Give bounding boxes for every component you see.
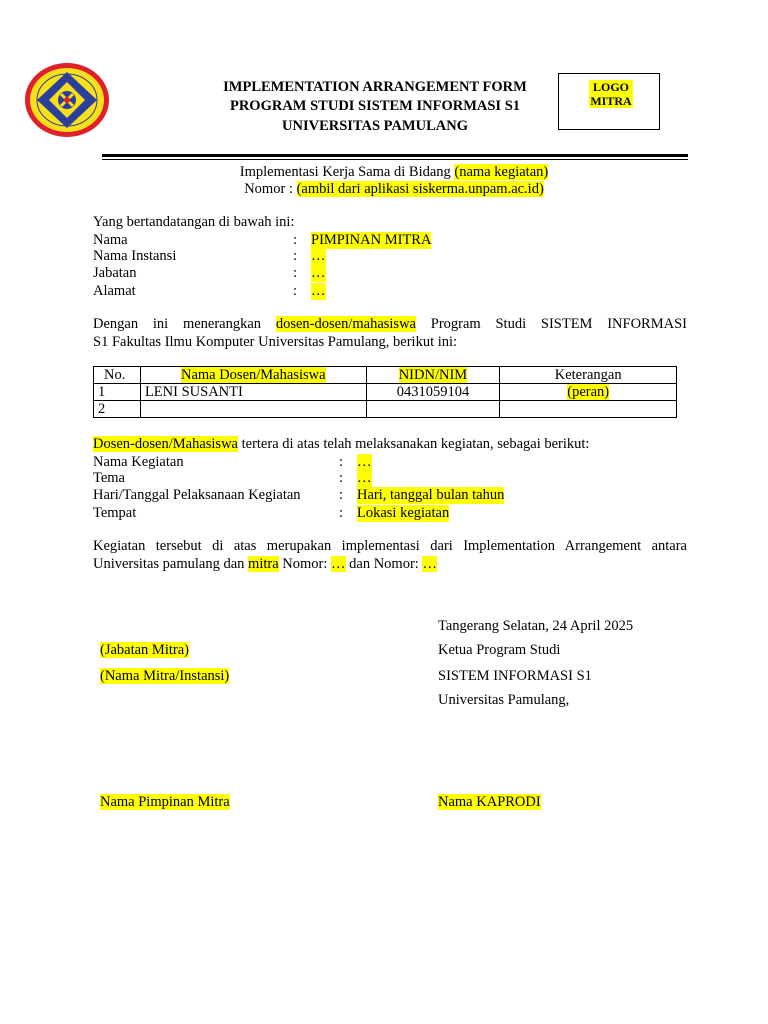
left-signatory-org: (Nama Mitra/Instansi) xyxy=(100,668,230,684)
closing-paragraph: Kegiatan tersebut di atas merupakan implementasi dari Implementation Arrangement antara Universitas pamulang dan mitra Nomor: … dan Nomor: … xyxy=(93,538,687,572)
activity-row: Tempat : Lokasi kegiatan xyxy=(93,505,450,521)
statement-paragraph: Dengan ini menerangkan dosen-dosen/mahasiswa Program Studi SISTEM INFORMASI S1 Fakultas Ilmu Komputer Universitas Pamulang, berikut ini: xyxy=(93,316,687,350)
right-signatory-prodi: SISTEM INFORMASI S1 xyxy=(438,668,592,684)
right-signatory-univ: Universitas Pamulang, xyxy=(438,692,570,708)
subtitle-bidang: Implementasi Kerja Sama di Bidang (nama kegiatan) xyxy=(239,164,549,180)
table-row: 2 xyxy=(94,401,677,418)
table-header-row: No. Nama Dosen/Mahasiswa NIDN/NIM Keterangan xyxy=(94,367,677,384)
header-rule-thick xyxy=(102,154,688,157)
university-title: UNIVERSITAS PAMULANG xyxy=(282,118,468,134)
header-rule-thin xyxy=(102,159,688,160)
program-title: PROGRAM STUDI SISTEM INFORMASI S1 xyxy=(229,98,521,114)
logo-mitra-box xyxy=(558,73,660,130)
logo-mitra-label-1: LOGO xyxy=(589,80,633,94)
university-logo xyxy=(24,62,110,138)
right-signatory-name: Nama KAPRODI xyxy=(438,794,541,810)
left-signatory-title: (Jabatan Mitra) xyxy=(100,642,189,658)
activity-row: Nama Kegiatan : … xyxy=(93,454,372,470)
signatory-row: Nama : PIMPINAN MITRA xyxy=(93,232,432,248)
signatory-row: Jabatan : … xyxy=(93,265,326,281)
right-signatory-title: Ketua Program Studi xyxy=(438,642,561,658)
logo-mitra-label-2: MITRA xyxy=(590,94,632,108)
bidang-placeholder: (nama kegiatan) xyxy=(454,164,549,180)
left-signatory-name: Nama Pimpinan Mitra xyxy=(100,794,230,810)
place-date: Tangerang Selatan, 24 April 2025 xyxy=(438,618,634,634)
signatory-row: Nama Instansi : … xyxy=(93,248,326,264)
signatory-name-value: PIMPINAN MITRA xyxy=(311,232,432,248)
signatory-row: Alamat : … xyxy=(93,283,326,299)
subtitle-nomor: Nomor : (ambil dari aplikasi siskerma.unpam.ac.id) xyxy=(244,181,544,197)
table-row: 1 LENI SUSANTI 0431059104 (peran) xyxy=(94,384,677,401)
nomor-placeholder: (ambil dari aplikasi siskerma.unpam.ac.id) xyxy=(296,181,544,197)
form-title: IMPLEMENTATION ARRANGEMENT FORM xyxy=(223,79,527,95)
participants-table xyxy=(93,366,677,418)
activity-row: Tema : … xyxy=(93,470,372,486)
signatory-intro: Yang bertandatangan di bawah ini: xyxy=(93,214,295,230)
activity-intro: Dosen-dosen/Mahasiswa tertera di atas telah melaksanakan kegiatan, sebagai berikut: xyxy=(93,436,590,452)
activity-row: Hari/Tanggal Pelaksanaan Kegiatan : Hari, tanggal bulan tahun xyxy=(93,487,505,503)
